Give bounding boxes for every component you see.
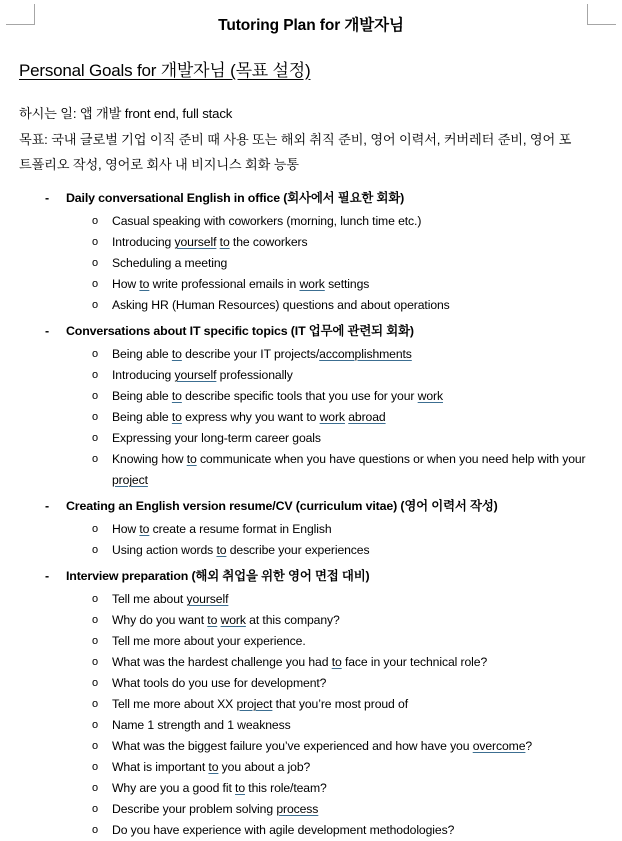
spellcheck-underline: abroad: [348, 410, 386, 424]
outline-level2-item: [0, 694, 622, 715]
spellcheck-underline: accomplishments: [319, 347, 412, 361]
outline-level2-item: [0, 589, 622, 610]
outline-level2-label: Expressing your long-term career goals: [112, 431, 321, 445]
circle-bullet-icon: o: [92, 782, 99, 794]
outline-level2-item: [0, 232, 622, 253]
circle-bullet-icon: o: [92, 348, 99, 360]
outline-list: [0, 188, 622, 841]
circle-bullet-icon: o: [92, 215, 99, 227]
outline-level2-item: [0, 386, 622, 407]
dash-bullet-icon: -: [45, 324, 49, 338]
circle-bullet-icon: o: [92, 803, 99, 815]
outline-level2-label: Why do you want to work at this company?: [112, 613, 340, 627]
dash-bullet-icon: -: [45, 499, 49, 513]
outline-level2-label: What was the hardest challenge you had to face in your technical role?: [112, 655, 488, 669]
circle-bullet-icon: o: [92, 593, 99, 605]
outline-level2-label: Introducing yourself to the coworkers: [112, 235, 308, 249]
spellcheck-underline: to: [208, 760, 219, 774]
outline-level2-item: [0, 610, 622, 631]
outline-level2-item: [0, 652, 622, 673]
circle-bullet-icon: o: [92, 523, 99, 535]
outline-level2-label: Being able to describe your IT projects/accomplishments: [112, 347, 412, 361]
outline-level2-label: What was the biggest failure you’ve experienced and how have you overcome?: [112, 739, 533, 753]
outline-level2-item: [0, 820, 622, 841]
circle-bullet-icon: o: [92, 544, 99, 556]
spellcheck-underline: project: [112, 473, 148, 487]
outline-level2-label: Tell me more about XX project that you’re most proud of: [112, 697, 408, 711]
circle-bullet-icon: o: [92, 453, 99, 465]
outline-level2-item: [0, 211, 622, 232]
outline-level2-label: Asking HR (Human Resources) questions and about operations: [112, 298, 450, 312]
circle-bullet-icon: o: [92, 614, 99, 626]
outline-level1-item: [0, 321, 622, 342]
spellcheck-underline: process: [276, 802, 319, 816]
outline-level2-label: What is important to you about a job?: [112, 760, 311, 774]
circle-bullet-icon: o: [92, 635, 99, 647]
spellcheck-underline: work: [319, 410, 345, 424]
outline-level2-label: Why are you a good fit to this role/team?: [112, 781, 327, 795]
spellcheck-underline: overcome: [472, 739, 526, 753]
spellcheck-underline: to: [139, 522, 150, 536]
spellcheck-underline: work: [220, 613, 246, 627]
outline-level2-label: Being able to describe specific tools that you use for your work: [112, 389, 443, 403]
circle-bullet-icon: o: [92, 719, 99, 731]
circle-bullet-icon: o: [92, 740, 99, 752]
dash-bullet-icon: -: [45, 191, 49, 205]
circle-bullet-icon: o: [92, 299, 99, 311]
outline-level2-label: Describe your problem solving process: [112, 802, 319, 816]
spellcheck-underline: to: [216, 543, 227, 557]
spellcheck-underline: work: [299, 277, 325, 291]
spellcheck-underline: to: [139, 277, 150, 291]
outline-level1-label: Creating an English version resume/CV (curriculum vitae) (영어 이력서 작성): [66, 499, 498, 513]
intro-paragraph-goal: 목표: 국내 글로벌 기업 이직 준비 때 사용 또는 해외 취직 준비, 영어 이력서, 커버레터 준비, 영어 포트폴리오 작성, 영어로 회사 내 비지니스 회화 능통: [19, 132, 572, 172]
outline-level2-item: [0, 715, 622, 736]
outline-level1-item: [0, 496, 622, 517]
circle-bullet-icon: o: [92, 824, 99, 836]
section-heading-personal-goals: Personal Goals for 개발자님 (목표 설정): [19, 61, 311, 80]
outline-level2-item: [0, 519, 622, 540]
outline-level2-label: Being able to express why you want to work abroad: [112, 410, 386, 424]
outline-level2-item: [0, 540, 622, 561]
outline-level2-label: What tools do you use for development?: [112, 676, 327, 690]
outline-level2-item: [0, 631, 622, 652]
outline-level1-label: Daily conversational English in office (회사에서 필요한 회화): [66, 191, 405, 205]
spellcheck-underline: yourself: [174, 235, 217, 249]
circle-bullet-icon: o: [92, 656, 99, 668]
outline-level2-item: [0, 407, 622, 428]
outline-level1-item: [0, 566, 622, 587]
circle-bullet-icon: o: [92, 257, 99, 269]
spellcheck-underline: yourself: [186, 592, 229, 606]
outline-level2-item: [0, 736, 622, 757]
circle-bullet-icon: o: [92, 278, 99, 290]
outline-level1-label: Conversations about IT specific topics (IT 업무에 관련되 회화): [66, 324, 414, 338]
outline-level2-item: [0, 799, 622, 820]
outline-level2-item: [0, 778, 622, 799]
outline-level2-item: [0, 449, 622, 491]
outline-level2-label: How to create a resume format in English: [112, 522, 332, 536]
circle-bullet-icon: o: [92, 698, 99, 710]
outline-level2-label: Tell me more about your experience.: [112, 634, 306, 648]
outline-level2-item: [0, 365, 622, 386]
outline-level2-item: [0, 344, 622, 365]
intro-paragraph-job: 하시는 일: 앱 개발 front end, full stack: [19, 106, 233, 121]
spellcheck-underline: to: [171, 389, 182, 403]
circle-bullet-icon: o: [92, 236, 99, 248]
circle-bullet-icon: o: [92, 411, 99, 423]
spellcheck-underline: to: [171, 410, 182, 424]
circle-bullet-icon: o: [92, 369, 99, 381]
outline-level1-item: [0, 188, 622, 209]
spellcheck-underline: yourself: [174, 368, 217, 382]
outline-level2-label: Casual speaking with coworkers (morning, lunch time etc.): [112, 214, 422, 228]
outline-level2-item: [0, 673, 622, 694]
outline-level2-label: Knowing how to communicate when you have questions or when you need help with your project: [112, 452, 586, 487]
document-title: Tutoring Plan for 개발자님: [218, 17, 404, 34]
spellcheck-underline: project: [236, 697, 273, 711]
circle-bullet-icon: o: [92, 761, 99, 773]
outline-level2-item: [0, 295, 622, 316]
outline-level2-label: Introducing yourself professionally: [112, 368, 293, 382]
circle-bullet-icon: o: [92, 677, 99, 689]
outline-level2-label: Name 1 strength and 1 weakness: [112, 718, 291, 732]
dash-bullet-icon: -: [45, 569, 49, 583]
spellcheck-underline: to: [331, 655, 342, 669]
spellcheck-underline: to: [207, 613, 218, 627]
spellcheck-underline: work: [417, 389, 443, 403]
outline-level2-item: [0, 428, 622, 449]
outline-level1-label: Interview preparation (해외 취업을 위한 영어 면접 대비): [66, 569, 370, 583]
circle-bullet-icon: o: [92, 432, 99, 444]
circle-bullet-icon: o: [92, 390, 99, 402]
outline-level2-label: How to write professional emails in work settings: [112, 277, 370, 291]
spellcheck-underline: to: [219, 235, 230, 249]
outline-level2-label: Using action words to describe your experiences: [112, 543, 370, 557]
outline-level2-item: [0, 757, 622, 778]
outline-level2-label: Tell me about yourself: [112, 592, 229, 606]
spellcheck-underline: to: [171, 347, 182, 361]
outline-level2-item: [0, 274, 622, 295]
outline-level2-label: Do you have experience with agile development methodologies?: [112, 823, 455, 837]
outline-level2-label: Scheduling a meeting: [112, 256, 228, 270]
spellcheck-underline: to: [235, 781, 245, 795]
spellcheck-underline: to: [186, 452, 197, 466]
outline-level2-item: [0, 253, 622, 274]
